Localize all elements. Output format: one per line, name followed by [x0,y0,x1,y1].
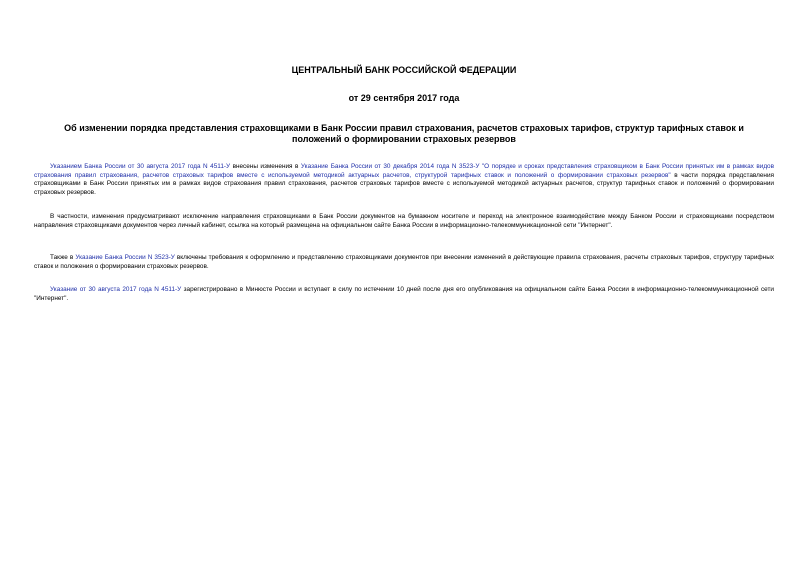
paragraph-text: внесены изменения в [230,163,301,170]
paragraph-text: включены требования к оформлению и представлению страховщиками документов при внесении изменений в действующие правила страхования, расчеты страховых тарифов, структуру тарифных ставок и положения о формировании страховых резервов. [34,254,774,270]
paragraph-text: зарегистрировано в Минюсте России и вступает в силу по истечении 10 дней после дня его опубликования на официальном сайте Банка России в информационно-телекоммуникационной сети "Интернет". [34,286,774,302]
paragraph-2 [34,213,774,230]
paragraph-text: В частности, изменения предусматривают исключение направления страховщиками в Банк России документов на бумажном носителе и переход на электронное взаимодействие между Банком России и страховщиками посредством направления страховщиками документов через личный кабинет, ссылка на который размещена на официальном сайте Банка России в информационно-телекоммуникационной сети "Интернет". [34,213,774,229]
issuer-title: ЦЕНТРАЛЬНЫЙ БАНК РОССИЙСКОЙ ФЕДЕРАЦИИ [291,65,517,75]
link-instruction-4511u[interactable]: Указанием Банка России от 30 августа 2017 года N 4511-У [50,163,231,170]
paragraph-3 [34,254,774,271]
link-instruction-4511u-registration[interactable]: Указание от 30 августа 2017 года N 4511-У [50,286,182,293]
paragraph-text: в части порядка представления страховщиками в Банк России принятых им в рамках видов страхования правил страхования, расчетов страховых тарифов вместе с используемой методикой актуарных расчетов, структур тарифных ставок и положений о формировании страховых резервов. [34,171,774,196]
document-headline: Об изменении порядка представления страховщиками в Банк России правил страхования, расчетов страховых тарифов, структур тарифных ставок и положений о формировании страховых резервов [64,123,744,144]
paragraph-text: Также в [50,254,76,261]
document-date: от 29 сентября 2017 года [348,93,460,103]
paragraph-1 [34,163,774,197]
document-page [34,0,774,571]
link-instruction-3523u-short[interactable]: Указание Банка России N 3523-У [75,254,175,261]
paragraph-4 [34,286,774,303]
link-instruction-3523u[interactable]: Указание Банка России от 30 декабря 2014 года N 3523-У "О порядке и сроках представления страховщиком в Банк России принятых им в рамках видов страхования правил страхования, расчетов страховых тарифов вместе с используемой методикой актуарных расчетов, структурой тарифных ставок и положений о формировании страховых резервов" [34,163,774,179]
